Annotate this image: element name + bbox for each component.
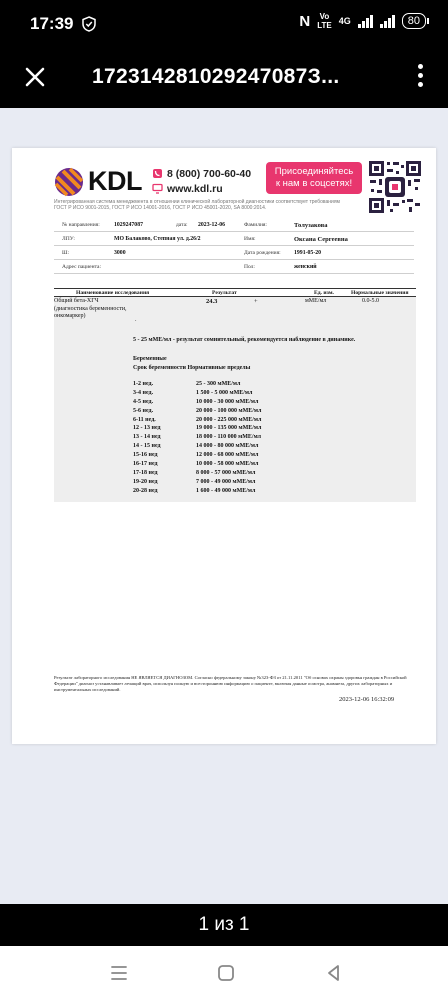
pregnancy-range-row	[133, 399, 333, 408]
shield-check-icon	[82, 16, 96, 32]
pregnancy-range-row	[133, 470, 333, 479]
patient-info	[54, 218, 414, 274]
results-table-body: Общий бета-ХГЧ (диагностика беременности, онкомаркер) 24.3 + мМЕ/мл 0.0-5.0 . 5 - 25 мМЕ/мл - результат сомнительный, рекомендуется наблюдение в динамике. Беременные Срок беременности Нормативные пределы 1-2 нед. 25 - 300 мМЕ/мл 3-4 нед. 1 500 - 5 000 мМЕ/мл 4-5 нед. 10 000 - 30 000 мМЕ/мл 5-6 нед. 20 000 - 100 000 мМЕ/мл 6-11 нед. 20 000 - 225 000 мМЕ/мл 12 - 13 нед 19 000 - 135 000 мМЕ/мл 13 - 14 нед 18 000 - 110 000 мМЕ/мл 14 - 15 нед 14 000 - 80 000 мМЕ/мл 15-16 нед 12 000 - 68 000 мМЕ/мл 16-17 нед 10 000 - 58 000 мМЕ/мл 17-18 нед 8 000 - 57 000 мМЕ/мл 19-20 нед 7 000 - 49 000 мМЕ/мл 20-28 нед 1 600 - 49 000 мМЕ/мл	[54, 297, 416, 502]
clinic-address: МО Балаково, Степная ул. д.26/2	[114, 236, 201, 242]
network-type: 4G	[338, 16, 351, 26]
reference-limit: 18 000 - 110 000 мМЕ/мл	[196, 434, 262, 441]
results-table-header: Наименование исследования Результат Ед. изм. Нормальные значения	[54, 288, 416, 297]
gestation-week: 13 - 14 нед	[133, 434, 161, 441]
site-row	[152, 181, 251, 196]
pregnancy-range-row	[133, 425, 333, 434]
page-indicator-bar	[0, 904, 448, 946]
patient-sex: женский	[294, 264, 317, 270]
gestation-week: 5-6 нед.	[133, 407, 154, 414]
volte-icon: Vo LTE	[317, 12, 332, 30]
gestation-week: 3-4 нед.	[133, 389, 154, 396]
kdl-logo-mark-icon	[54, 167, 84, 197]
signal-icon	[358, 14, 373, 28]
pdf-page	[12, 148, 436, 744]
contact-block	[152, 166, 251, 196]
gestation-week: 1-2 нед.	[133, 381, 154, 387]
reference-limit: 14 000 - 80 000 мМЕ/мл	[196, 443, 259, 450]
reference-range: 0.0-5.0	[362, 298, 379, 304]
close-icon[interactable]	[20, 62, 50, 92]
pregnancy-range-row	[133, 452, 333, 461]
reference-limit: 7 000 - 49 000 мМЕ/мл	[196, 478, 256, 485]
pregnancy-range-row	[133, 479, 333, 488]
qr-code-icon	[367, 159, 423, 215]
pregnancy-range-row	[133, 408, 333, 417]
reference-limit: 1 600 - 49 000 мМЕ/мл	[196, 487, 256, 494]
result-flag: +	[254, 298, 258, 305]
report-timestamp: 2023-12-06 16:32:09	[339, 696, 395, 703]
gestation-week: 12 - 13 нед	[133, 425, 161, 432]
document-viewer[interactable]	[0, 108, 448, 904]
nfc-icon: N	[299, 12, 311, 30]
gestation-week: 4-5 нед.	[133, 398, 154, 405]
phone-number: 8 (800) 700-60-40	[167, 167, 252, 180]
home-icon[interactable]	[215, 962, 237, 984]
info-row: № направления: 1029247087 дата: 2023-12-06 Фамилия: Толузакова	[54, 218, 414, 232]
logo-text: KDL	[88, 166, 142, 196]
test-name: Общий бета-ХГЧ (диагностика беременности, онкомаркер)	[54, 298, 127, 319]
page-indicator: 1 из 1	[198, 914, 250, 935]
reference-limit: 1 500 - 5 000 мМЕ/мл	[196, 389, 253, 396]
certification-text: Интегрированная система менеджмента в отношении клинической лабораторной диагностики соответствует требованиям ГОСТ Р ИСО 9001-2015, ГОСТ Р ИСО 14001-2016, ГОСТ Р ИСО 45001-2020, SA 8000:2014.	[54, 199, 340, 212]
reference-limit: 20 000 - 100 000 мМЕ/мл	[196, 407, 262, 414]
reference-limit: 12 000 - 68 000 мМЕ/мл	[196, 452, 259, 459]
monitor-icon	[152, 183, 163, 194]
pregnancy-range-row	[133, 390, 333, 399]
info-row: ЛПУ: МО Балаково, Степная ул. д.26/2 Имя: Оксана Сергеевна	[54, 232, 414, 246]
pregnancy-range-row	[133, 461, 333, 470]
recents-icon[interactable]	[108, 962, 130, 984]
order-date: 2023-12-06	[198, 222, 226, 228]
gestation-week: 19-20 нед	[133, 478, 158, 485]
battery-icon: 80	[402, 13, 426, 29]
test-unit: мМЕ/мл	[305, 298, 327, 304]
pregnancy-range-row	[133, 443, 333, 452]
clinic-id: 3000	[114, 250, 126, 256]
phone-row	[152, 166, 251, 181]
test-result: 24.3	[206, 298, 218, 305]
order-number: 1029247087	[114, 222, 143, 228]
pregnancy-ranges-title: Беременные Срок беременности Нормативные пределы	[133, 356, 251, 371]
info-row: Ш: 3000 Дата рождения: 1991-05-20	[54, 246, 414, 260]
reference-limit: 19 000 - 135 000 мМЕ/мл	[196, 425, 262, 432]
info-row: Адрес пациента: Пол: женский	[54, 260, 414, 274]
status-icons	[299, 12, 426, 30]
system-nav-bar	[0, 946, 448, 1000]
phone-icon	[152, 168, 163, 179]
status-bar	[0, 0, 448, 48]
social-promo-banner: Присоединяйтесь к нам в соцсетях!	[266, 162, 362, 194]
pregnancy-range-row	[133, 381, 333, 390]
reference-limit: 8 000 - 57 000 мМЕ/мл	[196, 469, 256, 476]
reference-limit: 25 - 300 мМЕ/мл	[196, 381, 241, 387]
birth-date: 1991-05-20	[294, 250, 322, 256]
gestation-week: 15-16 нед	[133, 452, 158, 459]
reference-limit: 10 000 - 58 000 мМЕ/мл	[196, 461, 259, 468]
patient-surname: Толузакова	[294, 222, 328, 229]
gestation-week: 17-18 нед	[133, 469, 158, 476]
pregnancy-range-row	[133, 417, 333, 426]
pregnancy-range-row	[133, 488, 333, 497]
more-vert-icon[interactable]	[410, 64, 430, 92]
signal-icon-2	[380, 14, 395, 28]
reference-limit: 10 000 - 30 000 мМЕ/мл	[196, 398, 259, 405]
pregnancy-ranges-list	[133, 381, 333, 497]
gestation-week: 16-17 нед	[133, 461, 158, 468]
app-bar	[0, 48, 448, 108]
file-title: 172314281029247087З...	[92, 65, 340, 88]
patient-name: Оксана Сергеевна	[294, 236, 348, 243]
result-comment: 5 - 25 мМЕ/мл - результат сомнительный, рекомендуется наблюдение в динамике.	[133, 337, 356, 343]
gestation-week: 6-11 нед.	[133, 416, 156, 423]
reference-limit: 20 000 - 225 000 мМЕ/мл	[196, 416, 262, 423]
back-icon[interactable]	[322, 962, 344, 984]
kdl-logo	[54, 166, 142, 197]
site-url: www.kdl.ru	[167, 182, 223, 195]
gestation-week: 20-28 нед	[133, 487, 158, 494]
disclaimer-text: Результат лабораторного исследования НЕ ЯВЛЯЕТСЯ ДИАГНОЗОМ. Согласно федеральному закону №323-ФЗ от 21.11.2011 "Об основах охраны здоровья граждан в Российской Федерации" диагноз устанавливает лечащий врач, используя полную и всестороннюю информацию о пациенте, включая данные осмотра, анамнеза, других лабораторных и инструментальных исследований.	[54, 675, 407, 693]
status-time: 17:39	[30, 14, 74, 33]
gestation-week: 14 - 15 нед	[133, 443, 161, 450]
pregnancy-range-row	[133, 434, 333, 443]
